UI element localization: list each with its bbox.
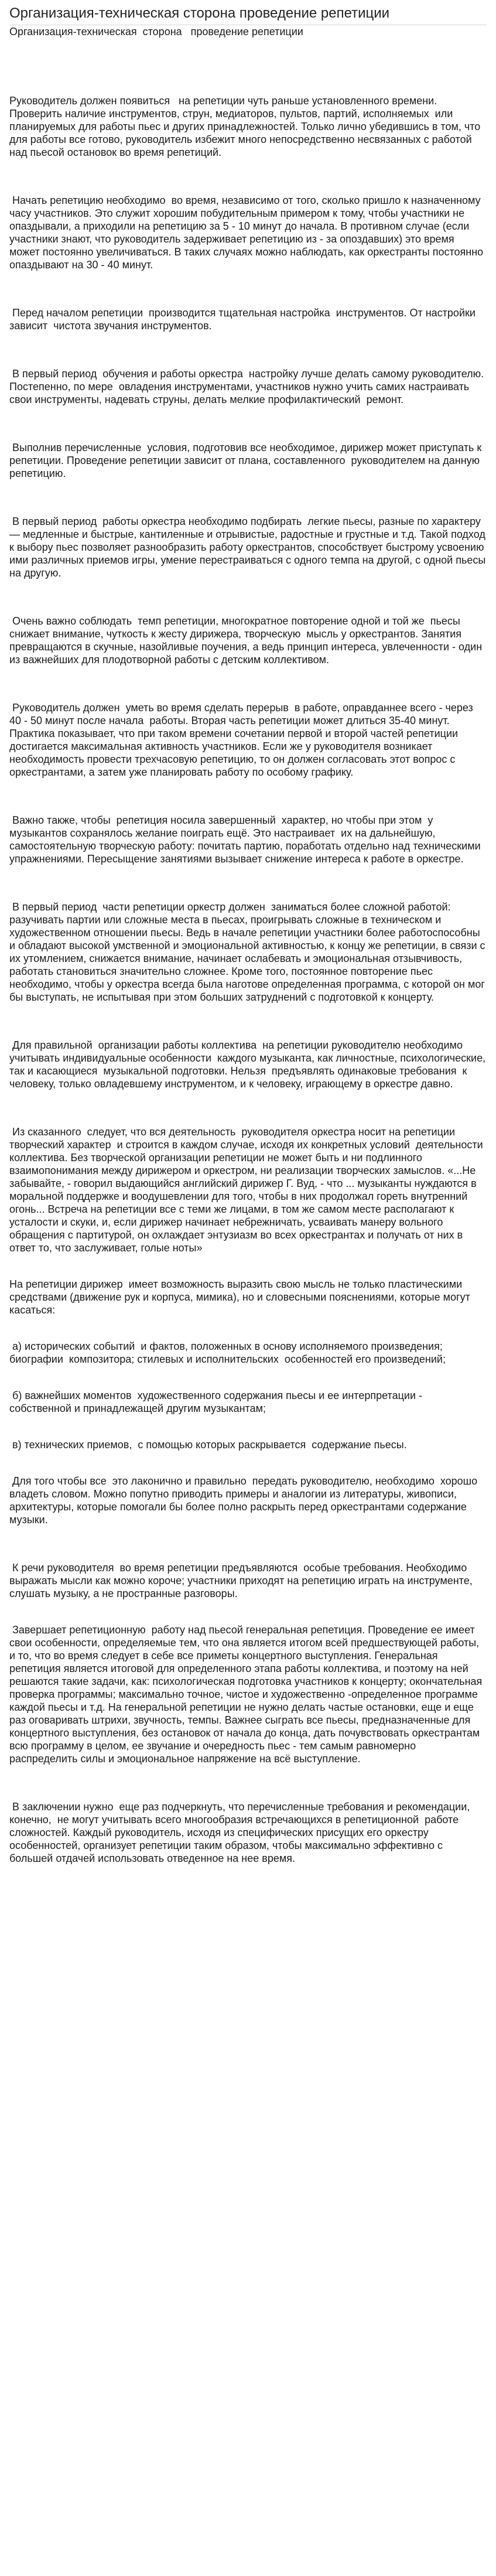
paragraph-break: Руководитель должен уметь во время сделать перерыв в работе, оправданнее всего - через 40 - 50 минут после начала работы. Вторая часть репетиции может длиться 35-40 минут. Практика показывает, что при таком времени сочетании первой и второй частей репетиции достигается максимальная активность участников. Если же у руководителя возникает необходимость провести трехчасовую репетицию, то он должен согласовать этот вопрос с оркестрантами, а затем уже планировать работу по особому графику. (9, 702, 476, 778)
paragraph-tuning: Перед началом репетиции производится тщательная настройка инструментов. От настройки зависит чистота звучания инструментов. (9, 307, 478, 332)
paragraph-start-on-time: Начать репетицию необходимо во время, независимо от того, сколько пришло к назначенному часу участников. Это служит хорошим побудительным примером к тому, чтобы участники не опаздывали, а приходили на репетицию за 5 - 10 минут до начала. В противном случае (если участники знают, что руководитель задерживает репетицию из - за опоздавших) это время может постоянно увеличиваться. В таких случаях можно наблюдать, как оркестранты постоянно опаздывают на 30 - 40 минут. (9, 195, 487, 271)
paragraph-completeness: Важно также, чтобы репетиция носила завершенный характер, но чтобы при этом у музыкантов сохранялось желание поиграть ещё. Это настраивает их на дальнейшую, самостоятельную творческую работу: почитать партию, поработать отдельно над техническими упражнениями. Пересыщение занятиями вызывает снижение интереса к работе в оркестре. (9, 814, 484, 865)
paragraph-first-period-tuning: В первый период обучения и работы оркестра настройку лучше делать самому руководителю. Постепенно, по мере овладения инструментами, участников нужно учить самих настраивать свои инструменты, надевать струны, делать мелкие профилактический ремонт. (9, 368, 487, 405)
paragraph-repertoire: В первый период работы оркестра необходимо подбирать легкие пьесы, разные по характеру — медленные и быстрые, кантиленные и отрывистые, радостные и грустные и т.д. Такой подход к выбору пьес позволяет разнообразить работу оркестрантов, способствует быстрому усвоению ими различных приемов игры, умение перестраиваться с одного темпа на другой, с одной пьесы на другую. (9, 516, 489, 579)
paragraph-tempo: Очень важно соблюдать темп репетиции, многократное повторение одной и той же пьесы снижает внимание, чуткость к жесту дирижера, творческую мысль у оркестрантов. Занятия превращаются в скучные, назойливые поучения, а ведь принцип интереса, увлеченности - один из важнейших для плодотворной работы с детским коллективом. (9, 615, 485, 666)
paragraph-first-part: В первый период части репетиции оркестр должен заниматься более сложной работой: разучивать партии или сложные места в пьесах, проигрывать сложные в техническом и художественном отношении пьесы. Ведь в начале репетиции участники более работоспособны и обладают высокой умственной и эмоциональной активностью, к концу же репетиции, в связи с их утомлением, снижается внимание, начинает ослабевать и эмоциональная отзывчивость, работать становиться значительно сложнее. Кроме того, постоянное повторение пьес необходимо, чтобы у оркестра всегда была наготове определенная программа, с которой он мог бы выступать, не испытывая при этом больших затруднений с подготовкой к концерту. (9, 901, 488, 1003)
list-item-b: б) важнейших моментов художественного содержания пьесы и ее интерпретации - собственной и принадлежащей другим музыкантам; (9, 1390, 426, 1414)
list-item-a: а) исторических событий и фактов, положенных в основу исполняемого произведения; биографии композитора; стилевых и исполнительских особенностей его произведений; (9, 1340, 446, 1365)
paragraph-general-rehearsal: Завершает репетиционную работу над пьесой генеральная репетиция. Проведение ее имеет свои особенности, определяемые тем, что она является итогом всей предшествующей работы, и то, что во время следует в себе все приметы концертного выступления. Генеральная репетиция является итоговой для определенного этапа работы коллектива, и поэтому на ней решаются такие задачи, как: психологическая подготовка участников к концерту; окончательная проверка программы; максимально точное, чистое и художественно -определенное программе каждой пьесы и т.д. На генеральной репетиции не нужно делать частые остановки, еще и еще раз оговаривать штрихи, звучность, темпы. Важнее сыграть все пьесы, предназначенные для концертного выступления, без остановок от начала до конца, дать почувствовать оркестрантам всю программу в целом, ее звучание и очередность пьес - тем самым равномерно распределить силы и эмоциональное напряжение на всё выступление. (9, 1624, 485, 1765)
paragraph-arrival: Руководитель должен появиться на репетиции чуть раньше установленного времени. Проверить наличие инструментов, струн, медиаторов, пультов, партий, исполняемых или планируемых для работы пьес и других принадлежностей. Только лично убедившись в том, что для работы все готово, руководитель избежит много непосредственно несвязанных с работой над пьесой остановок во время репетиций. (9, 95, 484, 158)
paragraph-conclusion: В заключении нужно еще раз подчеркнуть, что перечисленные требования и рекомендации, конечно, не могут учитывать всего многообразия встречающихся в репетиционной работе сложностей. Каждый руководитель, исходя из специфических присущих его оркестру особенностей, организует репетиции таким образом, чтобы максимально эффективно с большей отдачей использовать отведенное на нее время. (9, 1801, 473, 1864)
paragraph-plan: Выполнив перечисленные условия, подготовив все необходимое, дирижер может приступать к репетиции. Проведение репетиции зависит от плана, составленного руководителем на данную репетицию. (9, 442, 488, 479)
paragraph-word: Для того чтобы все это лаконично и правильно передать руководителю, необходимо хорошо владеть словом. Можно попутно приводить примеры и аналогии из литературы, живописи, архитектуры, которые помогали бы более полно раскрыть перед оркестрантами содержание музыки. (9, 1475, 481, 1526)
list-item-c: в) технических приемов, с помощью которых раскрывается содержание пьесы. (9, 1439, 407, 1451)
article-body (9, 25, 487, 1865)
paragraph-speech: К речи руководителя во время репетиции предъявляются особые требования. Необходимо выражать мысли как можно короче; участники приходят на репетицию играть на инструменте, слушать музыку, а не пространные разговоры. (9, 1562, 476, 1599)
paragraph-individual: Для правильной организации работы коллектива на репетиции руководителю необходимо учитывать индивидуальные особенности каждого музыканта, как личностные, психологические, так и касающиеся музыкальной подготовки. Нельзя предъявлять одинаковые требования к человеку, только овладевшему инструментом, и к человеку, играющему в оркестре давно. (9, 1039, 489, 1090)
paragraph-creative: Из сказанного следует, что вся деятельность руководителя оркестра носит на репетиции творческий характер и строится в каждом случае, исходя их конкретных условий деятельности коллектива. Без творческой организации репетиции не может быть и ни подлинного взаимопонимания между дирижером и оркестром, ни реализации творческих замыслов. «...Не забывайте, - говорил выдающийся английский дирижер Г. Вуд, - что ... музыканты нуждаются в моральной поддержке и воодушевлении для того, чтобы в них продолжал гореть внутренний огонь... Встреча на репетиции все с теми же лицами, в том же самом месте располагают к усталости и скуки, и, если дирижер начинает небрежничать, усваивать манеру вольного обращения с партитурой, он охлаждает энтузиазм во всех оркестрантах и получать от них в ответ то, что заслуживает, голые ноты» (9, 1126, 486, 1254)
article-subtitle: Организация-техническая сторона проведение репетиции (9, 26, 303, 37)
page-title: Организация-техническая сторона проведение репетиции (9, 0, 487, 25)
paragraph-verbal: На репетиции дирижер имеет возможность выразить свою мысль не только пластическими средствами (движение рук и корпуса, мимика), но и словесными пояснениями, которые могут касаться: (9, 1278, 473, 1316)
